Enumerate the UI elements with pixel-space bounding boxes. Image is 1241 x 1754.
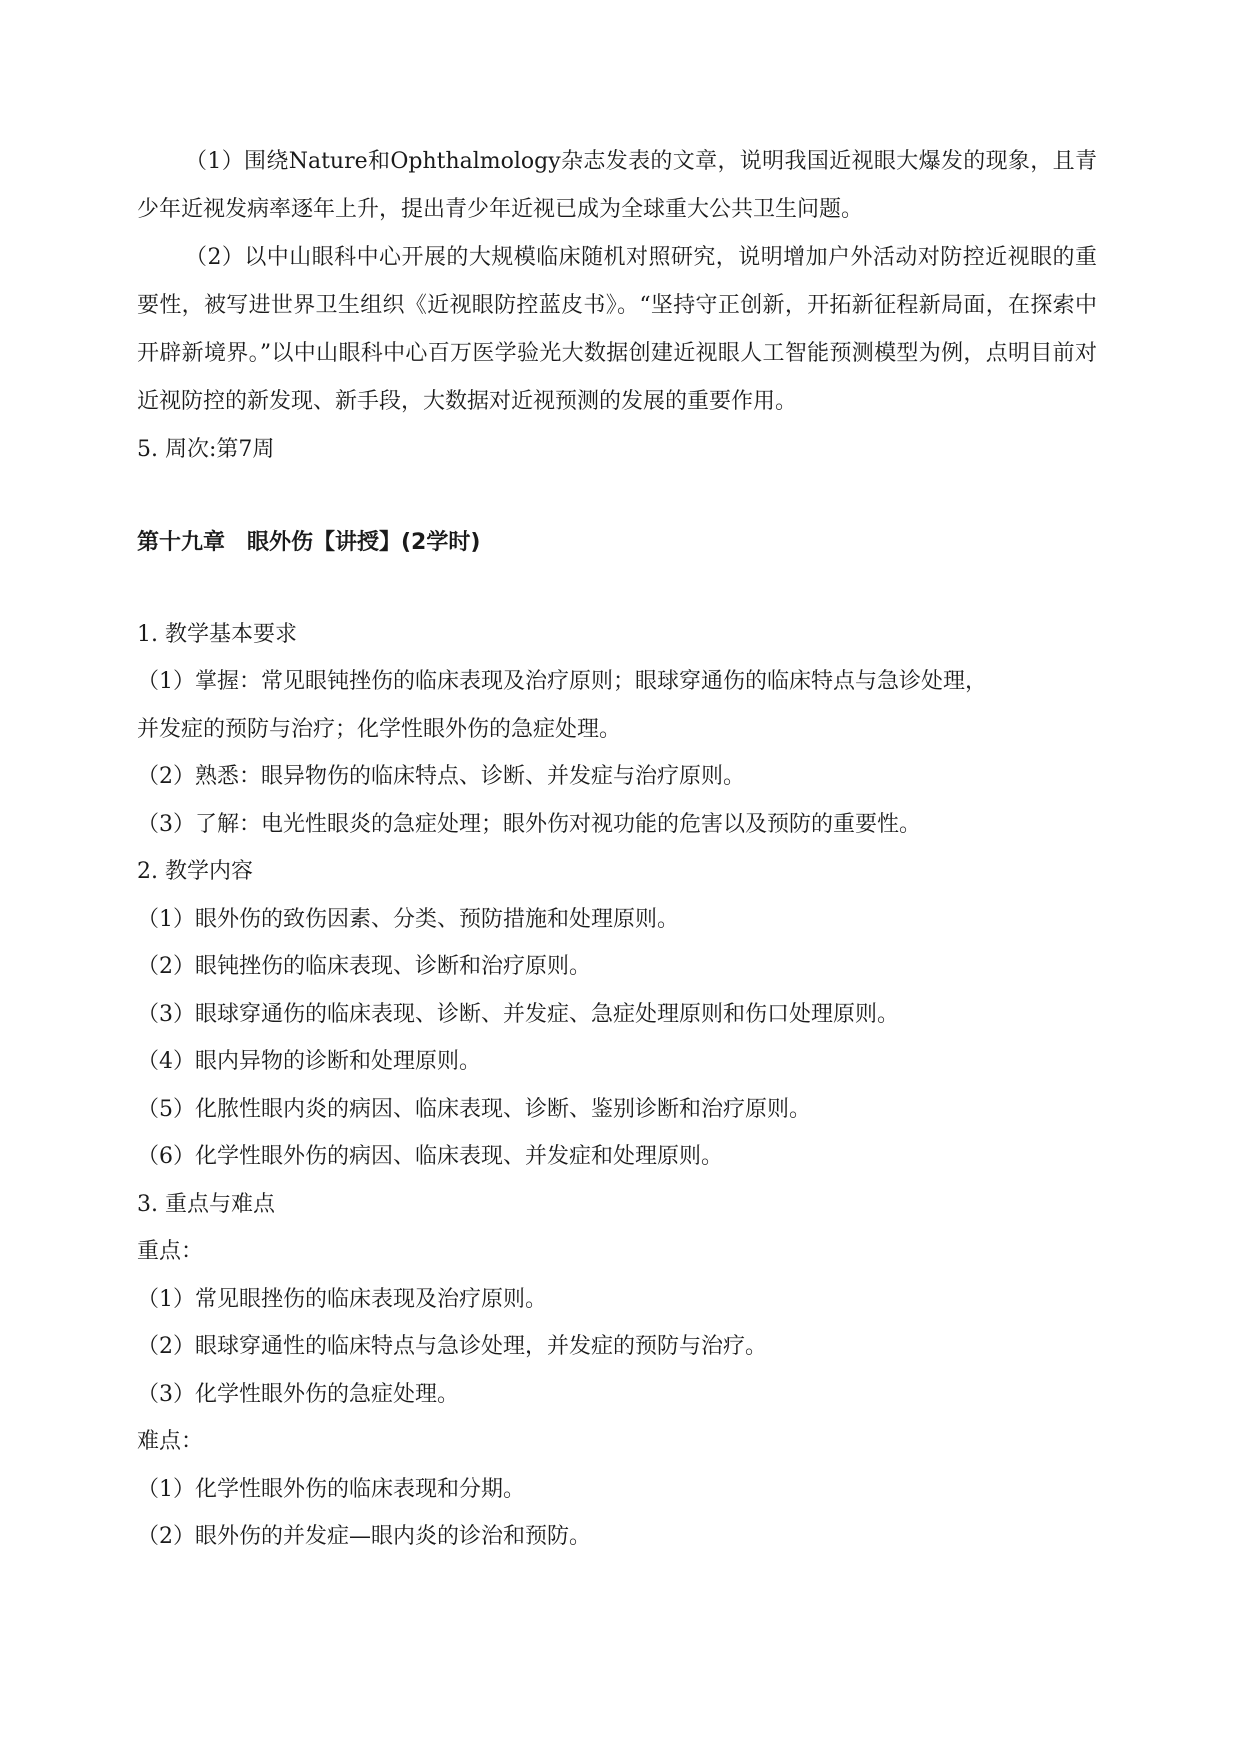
requirements-heading: 1. 教学基本要求 [137, 621, 297, 647]
focus-item: （3）化学性眼外伤的急症处理。 [137, 1381, 459, 1407]
document-body [137, 138, 1097, 1561]
content-item: （5）化脓性眼内炎的病因、临床表现、诊断、鉴别诊断和治疗原则。 [137, 1096, 811, 1122]
requirement-item-1-line-2: 并发症的预防与治疗；化学性眼外伤的急症处理。 [137, 716, 622, 742]
difficulty-label: 难点： [137, 1429, 204, 1454]
week-line: 5. 周次:第7周 [137, 437, 275, 462]
content-item: （3）眼球穿通伤的临床表现、诊断、并发症、急症处理原则和伤口处理原则。 [137, 1001, 899, 1027]
content-item: （6）化学性眼外伤的病因、临床表现、并发症和处理原则。 [137, 1144, 723, 1169]
chapter-title: 第十九章 眼外伤【讲授】(2学时) [137, 529, 481, 555]
content-item: （4）眼内异物的诊断和处理原则。 [137, 1049, 481, 1074]
intro-paragraph-2: （2）以中山眼科中心开展的大规模临床随机对照研究，说明增加户外活动对防控近视眼的重要性，被写进世界卫生组织《近视眼防控蓝皮书》。“坚持守正创新，开拓新征程新局面，在探索中开辟新境界。”以中山眼科中心百万医学验光大数据创建近视眼人工智能预测模型为例，点明目前对近视防控的新发现、新手段，大数据对近视预测的发展的重要作用。 [137, 245, 1097, 414]
requirement-item-3: （3）了解：电光性眼炎的急症处理；眼外伤对视功能的危害以及预防的重要性。 [137, 811, 921, 837]
content-item: （1）眼外伤的致伤因素、分类、预防措施和处理原则。 [137, 906, 679, 932]
difficulty-item: （2）眼外伤的并发症—眼内炎的诊治和预防。 [137, 1524, 591, 1549]
focus-item: （2）眼球穿通性的临床特点与急诊处理，并发症的预防与治疗。 [137, 1334, 767, 1359]
focus-label: 重点： [137, 1239, 204, 1264]
content-item: （2）眼钝挫伤的临床表现、诊断和治疗原则。 [137, 954, 591, 979]
focus-item: （1）常见眼挫伤的临床表现及治疗原则。 [137, 1286, 547, 1312]
requirement-item-2: （2）熟悉：眼异物伤的临床特点、诊断、并发症与治疗原则。 [137, 764, 745, 789]
requirement-item-1-line-1: （1）掌握：常见眼钝挫伤的临床表现及治疗原则；眼球穿通伤的临床特点与急诊处理， [137, 669, 987, 694]
intro-paragraph-1: （1）围绕Nature和Ophthalmology杂志发表的文章，说明我国近视眼大爆发的现象，且青少年近视发病率逐年上升，提出青少年近视已成为全球重大公共卫生问题。 [137, 149, 1097, 222]
key-points-heading: 3. 重点与难点 [137, 1191, 275, 1217]
difficulty-item: （1）化学性眼外伤的临床表现和分期。 [137, 1476, 525, 1502]
content-heading: 2. 教学内容 [137, 859, 253, 884]
